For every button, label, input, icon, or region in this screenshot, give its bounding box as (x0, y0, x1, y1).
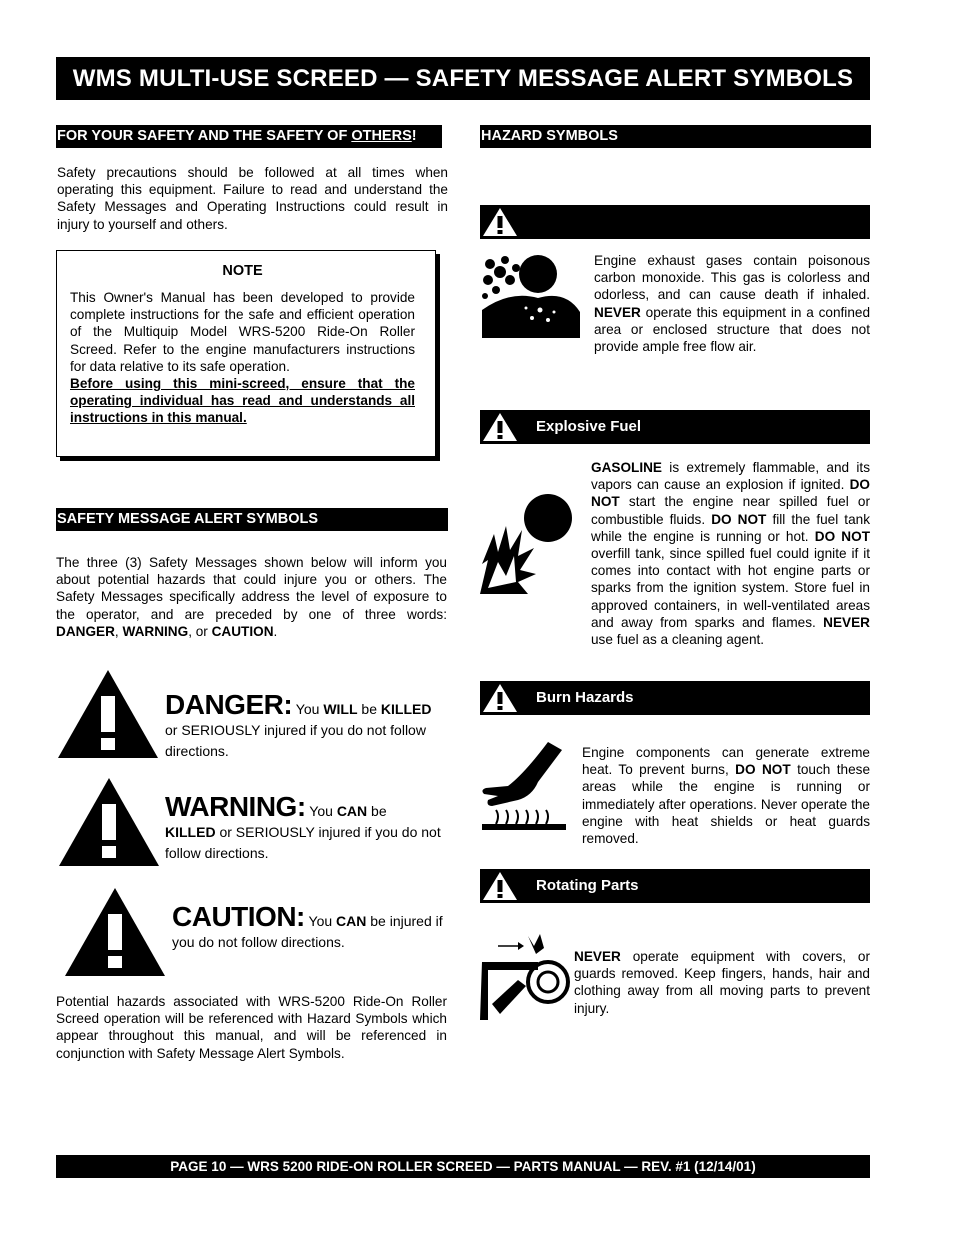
page-title: WMS MULTI-USE SCREED — SAFETY MESSAGE ALERT SYMBOLS (56, 57, 870, 100)
danger-t1: You (292, 701, 324, 717)
burn-hazard-text (582, 744, 870, 847)
alert-text: The three (3) Safety Messages shown below will inform you about potential hazards that could injure you or others. The Safety Messages specifically address the level of exposure to the operator, and are preceded by one of three words: (56, 555, 447, 622)
warning-t2: be (367, 803, 387, 819)
burn-hazard-bar (480, 681, 870, 715)
caution-can: CAN (336, 913, 367, 929)
fuel-t3: fill the fuel tank while the engine is running or hot. (591, 511, 871, 544)
rotating-hazard-text (574, 948, 870, 1017)
alert-sep-1: , (114, 623, 123, 639)
safety-paragraph: Safety precautions should be followed at all times when operating this equipment. Failure to read and understand the Safety Messages and Operating Instructions could result in injury to yourself and others. (57, 165, 448, 232)
safety-section-heading (56, 125, 442, 148)
alert-paragraph (56, 554, 447, 640)
fuel-do-not-2: DO NOT (711, 511, 767, 527)
exhaust-t1: Engine exhaust gases contain poisonous carbon monoxide. This gas is colorless and odorless, and can cause death if inhaled. (594, 253, 870, 303)
alert-word-caution: CAUTION (211, 623, 274, 639)
fuel-t2: start the engine near spilled fuel or combustible fluids. (591, 494, 870, 527)
alert-sep-2: , or (188, 623, 212, 639)
caution-triangle-icon (63, 886, 167, 978)
fuel-t5: use fuel as a cleaning agent. (591, 632, 765, 648)
rotating-hazard-bar (480, 869, 870, 903)
burn-t2: touch these areas while the engine is running or immediately after operations. Never operate the engine with heat shields or heat guards removed. (582, 762, 870, 847)
note-box (56, 250, 436, 457)
alert-triangle-icon (482, 871, 518, 901)
rotating-parts-icon (478, 930, 570, 1022)
warning-t1: You (305, 803, 337, 819)
closing-paragraph: Potential hazards associated with WRS-5200 Ride-On Roller Screed operation will be referenced with Hazard Symbols which appear throughout this manual, and will be referenced in conjunction with Safety Message Alert Symbols. (56, 994, 447, 1061)
caution-t2: be injured if you do not follow directions. (172, 913, 443, 950)
page-footer: PAGE 10 — WRS 5200 RIDE-ON ROLLER SCREED — PARTS MANUAL — REV. #1 (12/14/01) (56, 1155, 870, 1178)
fuel-t4: overfill tank, since spilled fuel could ignite if it comes into contact with hot engine parts or sparks from the ignition system. Store fuel in approved containers, in well-ventilated areas and away from sparks and flames. (591, 546, 870, 630)
fuel-hazard-label: Explosive Fuel (536, 418, 642, 435)
warning-t3: or SERIOUSLY injured if you do not follow directions. (165, 824, 441, 861)
warning-message (165, 791, 441, 864)
hazard-section-heading: HAZARD SYMBOLS (480, 125, 871, 148)
note-title: NOTE (222, 263, 263, 279)
hot-surface-hand-icon (478, 740, 572, 832)
danger-will: WILL (323, 701, 358, 717)
alert-end: . (273, 623, 278, 639)
rotating-never: NEVER (574, 949, 621, 964)
exhaust-never: NEVER (594, 304, 641, 320)
safety-heading-others: OTHERS (351, 128, 412, 144)
warning-killed: KILLED (165, 824, 216, 840)
alert-triangle-icon (482, 207, 518, 237)
safety-heading-punct: ! (411, 128, 417, 144)
danger-t3: or SERIOUSLY injured if you do not follow directions. (165, 722, 426, 759)
caution-message (172, 901, 448, 953)
danger-t2: be (357, 701, 381, 717)
exhaust-fumes-icon (480, 250, 582, 338)
exhaust-t2: operate this equipment in a confined area or enclosed structure that does not provide ample free flow air. (594, 304, 870, 355)
fuel-never: NEVER (823, 614, 870, 630)
alert-word-warning: WARNING (122, 623, 189, 639)
burn-hazard-label: Burn Hazards (536, 689, 634, 706)
burn-t1: Engine components can generate extreme heat. To prevent burns, (582, 745, 870, 778)
fuel-hazard-bar (480, 410, 870, 444)
danger-warning-triangle-icon (56, 668, 160, 760)
danger-killed: KILLED (380, 701, 432, 717)
caution-word: CAUTION: (172, 901, 305, 932)
fuel-gasoline: GASOLINE (591, 460, 662, 475)
fuel-hazard-text (591, 459, 870, 648)
rotating-hazard-label: Rotating Parts (536, 877, 639, 894)
fuel-t1: is extremely flammable, and its vapors can cause an explosion if ignited. (591, 460, 870, 493)
safety-heading-text: FOR YOUR SAFETY AND THE SAFETY OF (57, 128, 352, 144)
warning-can: CAN (336, 803, 368, 819)
danger-message (165, 689, 447, 762)
caution-t1: You (304, 913, 337, 929)
explosion-icon (478, 490, 576, 598)
danger-word: DANGER: (165, 689, 293, 720)
rotating-t1: operate equipment with covers, or guards removed. Keep fingers, hands, hair and clothing away from all moving parts to prevent injury. (574, 949, 870, 1016)
fuel-do-not-1: DO NOT (591, 477, 870, 510)
exhaust-hazard-bar (480, 205, 870, 239)
note-bold-text: Before using this mini-screed, ensure that the operating individual has read and understands all instructions in this manual. (70, 376, 415, 426)
alert-triangle-icon (482, 412, 518, 442)
exhaust-hazard-text (594, 252, 870, 355)
alert-word-danger: DANGER (56, 623, 115, 639)
burn-do-not: DO NOT (735, 762, 791, 778)
alert-section-heading: SAFETY MESSAGE ALERT SYMBOLS (56, 508, 448, 531)
alert-triangle-icon (482, 683, 518, 713)
warning-triangle-icon (57, 776, 161, 868)
warning-word: WARNING: (165, 791, 306, 822)
note-text: This Owner's Manual has been developed to provide complete instructions for the safe and efficient operation of the Multiquip Model WRS-5200 Ride-On Roller Screed. Refer to the engine manufacturers instructions for data relative to its safe operation. (70, 290, 415, 374)
fuel-do-not-3: DO NOT (814, 528, 870, 544)
